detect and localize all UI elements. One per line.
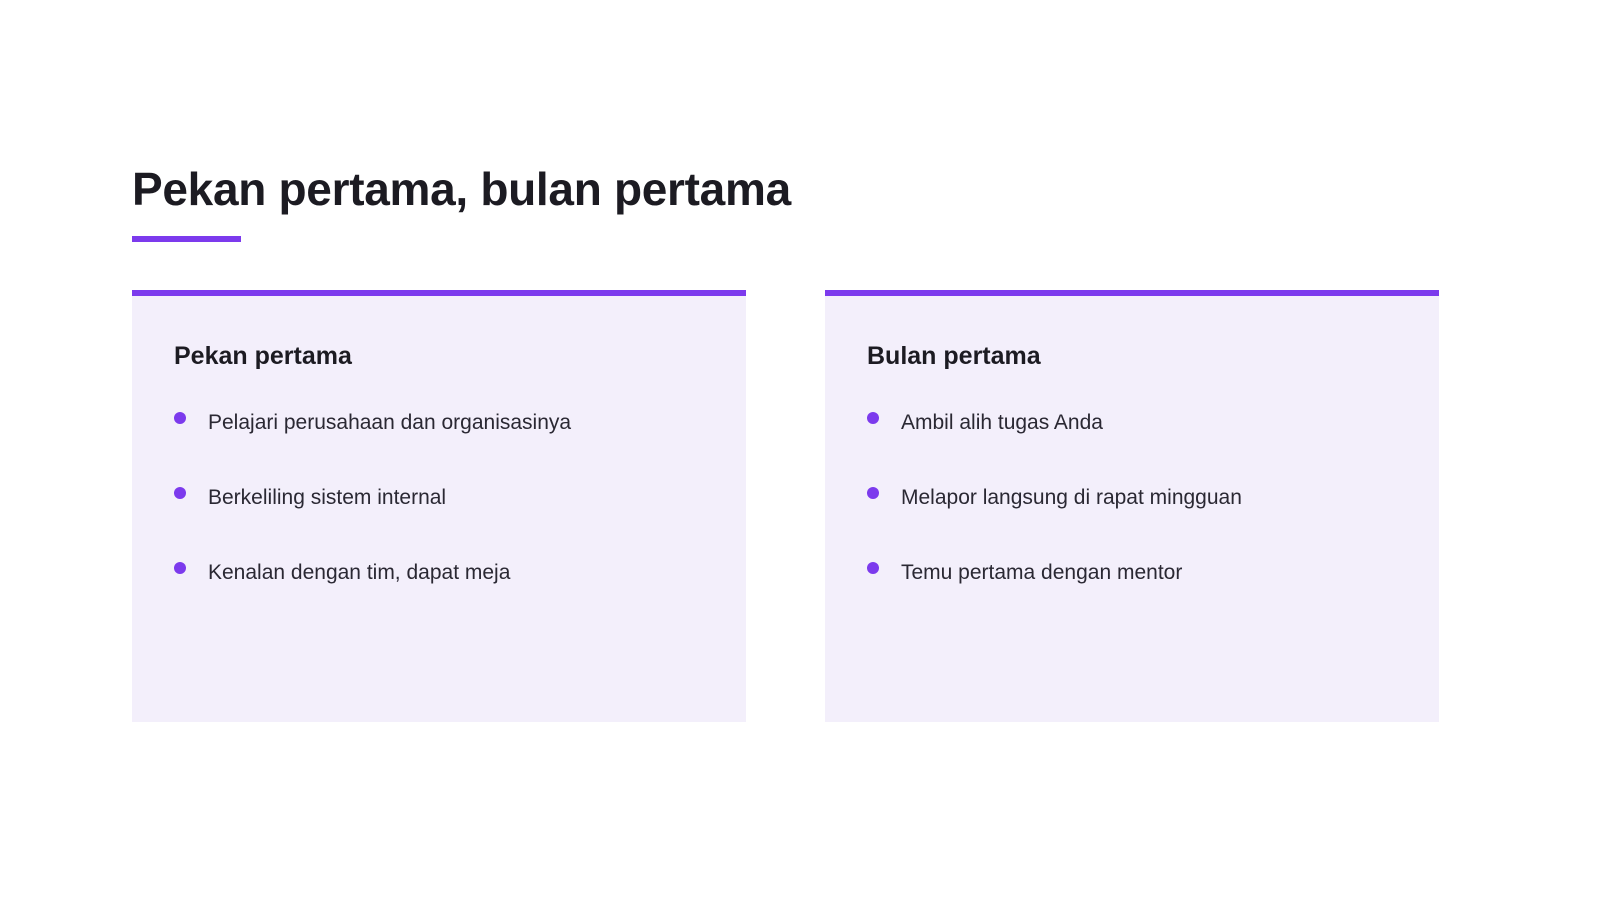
list-item xyxy=(867,560,1242,635)
list-item-text: Kenalan dengan tim, dapat meja xyxy=(208,561,511,584)
list-item xyxy=(867,410,1242,485)
bullet-dot-icon xyxy=(174,487,186,499)
bullet-dot-icon xyxy=(867,487,879,499)
slide-title: Pekan pertama, bulan pertama xyxy=(132,163,791,215)
card-accent-bar xyxy=(132,290,746,296)
list-item-text: Berkeliling sistem internal xyxy=(208,486,447,509)
card-accent-bar xyxy=(825,290,1439,296)
bullet-dot-icon xyxy=(174,562,186,574)
list-item-text: Melapor langsung di rapat mingguan xyxy=(901,486,1242,509)
bullet-dot-icon xyxy=(867,562,879,574)
list-item xyxy=(174,410,571,485)
list-item-text: Temu pertama dengan mentor xyxy=(901,561,1183,584)
list-item xyxy=(867,485,1242,560)
title-underline xyxy=(132,236,241,242)
list-item xyxy=(174,560,571,635)
list-item-text: Pelajari perusahaan dan organisasinya xyxy=(208,411,572,434)
bullet-dot-icon xyxy=(174,412,186,424)
card-heading: Pekan pertama xyxy=(174,342,352,370)
list-item xyxy=(174,485,571,560)
bullet-list xyxy=(867,410,1242,635)
list-item-text: Ambil alih tugas Anda xyxy=(901,411,1103,434)
bullet-list xyxy=(174,410,571,635)
card-first-month xyxy=(825,290,1439,722)
card-heading: Bulan pertama xyxy=(867,342,1041,370)
bullet-dot-icon xyxy=(867,412,879,424)
card-first-week xyxy=(132,290,746,722)
